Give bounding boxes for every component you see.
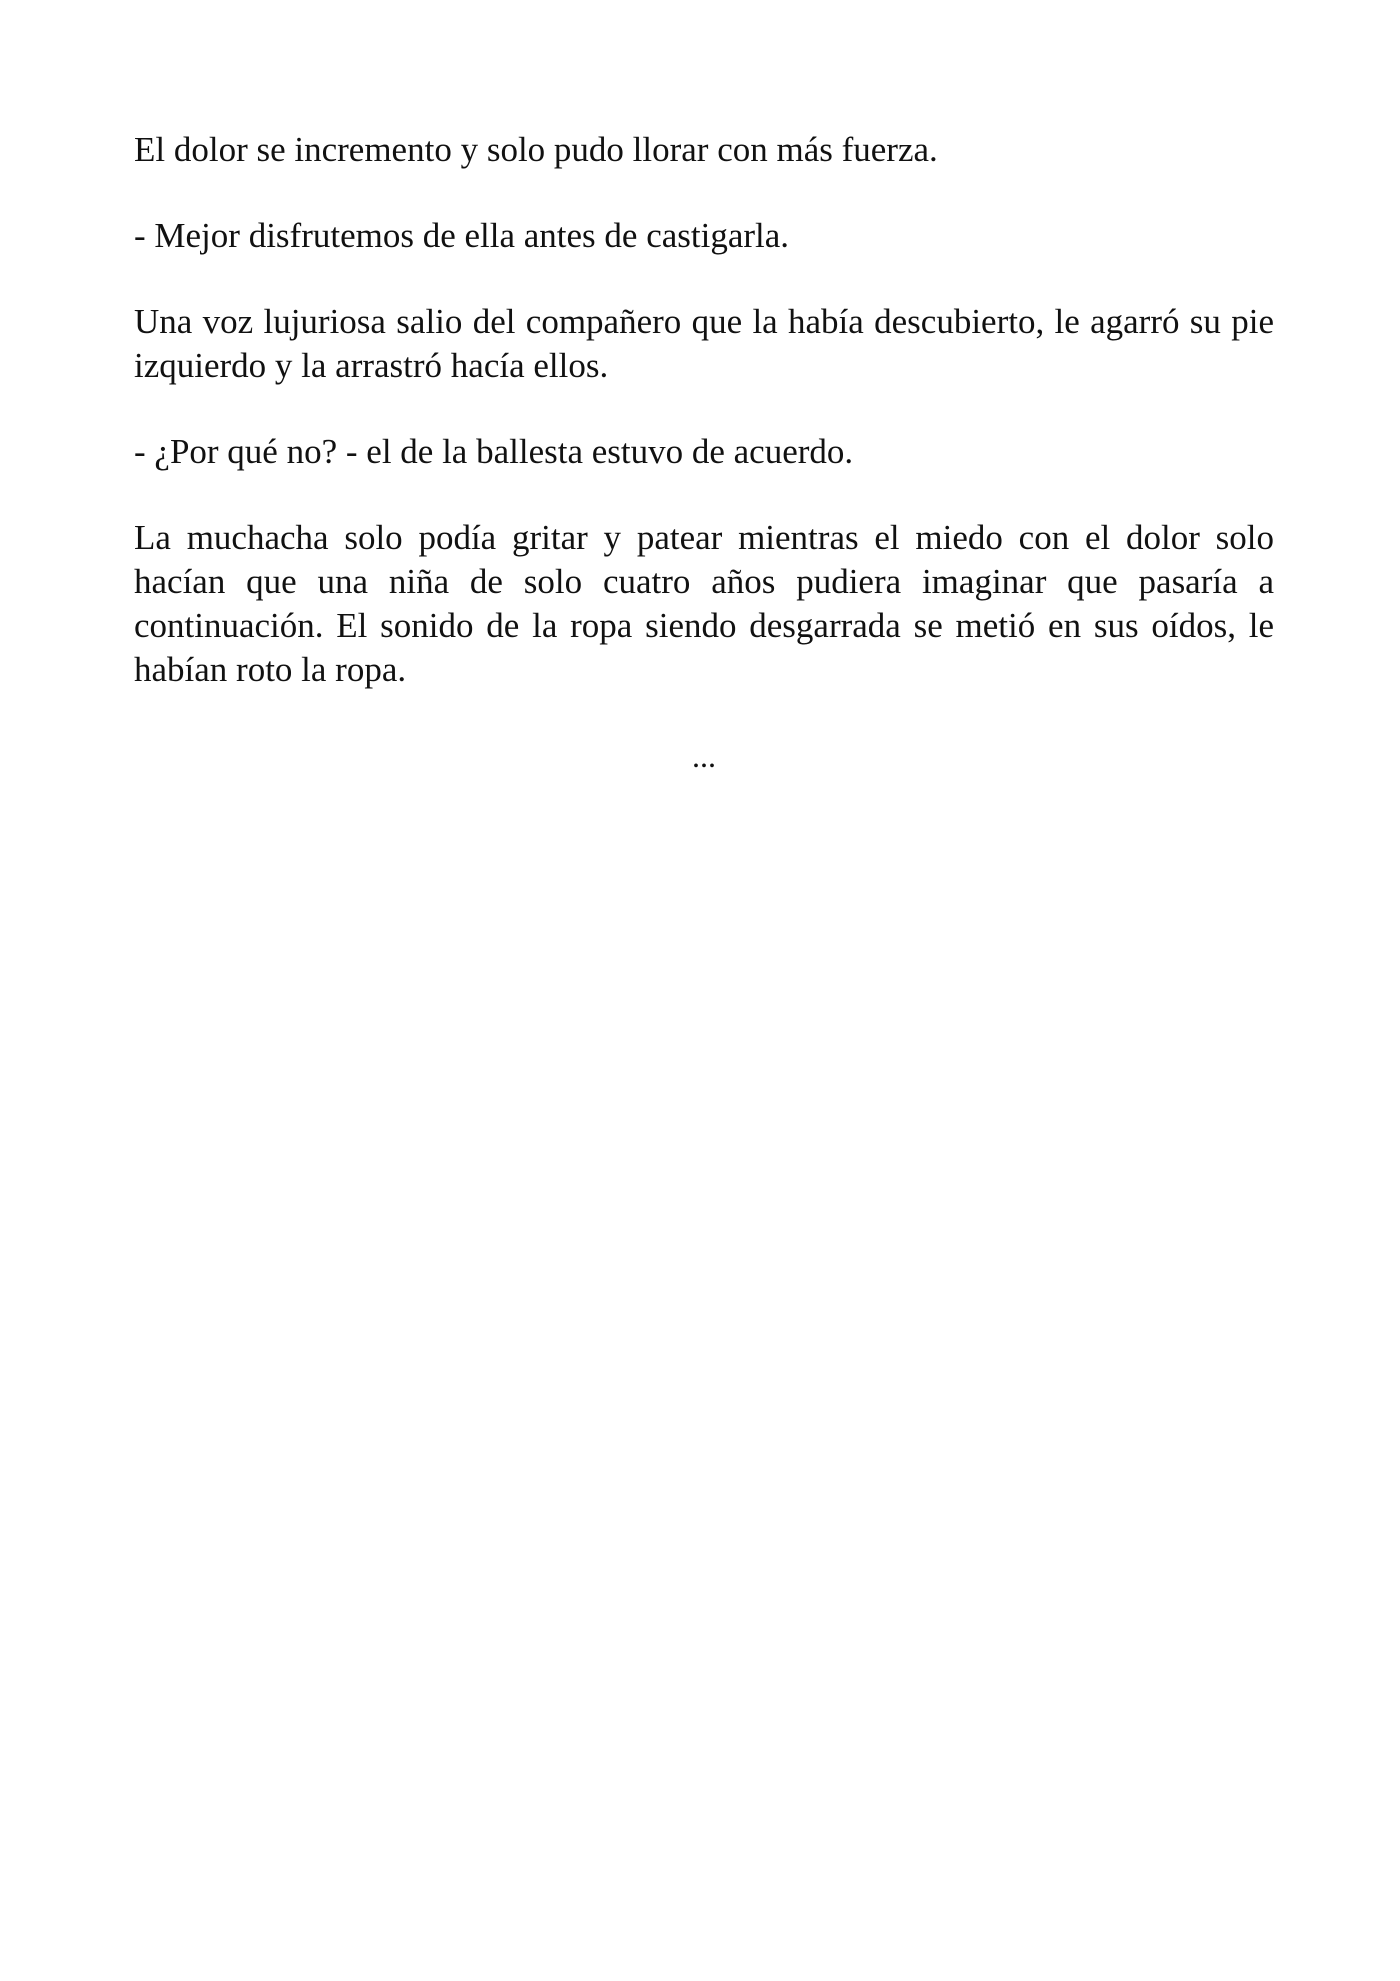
paragraph-5: La muchacha solo podía gritar y patear mientras el miedo con el dolor solo hacían que una niña de solo cuatro años pudiera imaginar que pasaría a continuación. El sonido de la ropa siendo desgarrada se metió en sus oídos, le habían roto la ropa. [134,518,1274,689]
paragraph-1: El dolor se incremento y solo pudo llorar con más fuerza. [134,130,938,169]
paragraph-2: - Mejor disfrutemos de ella antes de castigarla. [134,216,790,255]
section-break: ... [692,738,716,774]
paragraph-4: - ¿Por qué no? - el de la ballesta estuvo de acuerdo. [134,432,854,471]
paragraph-3: Una voz lujuriosa salio del compañero que la había descubierto, le agarró su pie izquierdo y la arrastró hacía ellos. [134,302,1274,385]
page-body [134,128,1274,778]
